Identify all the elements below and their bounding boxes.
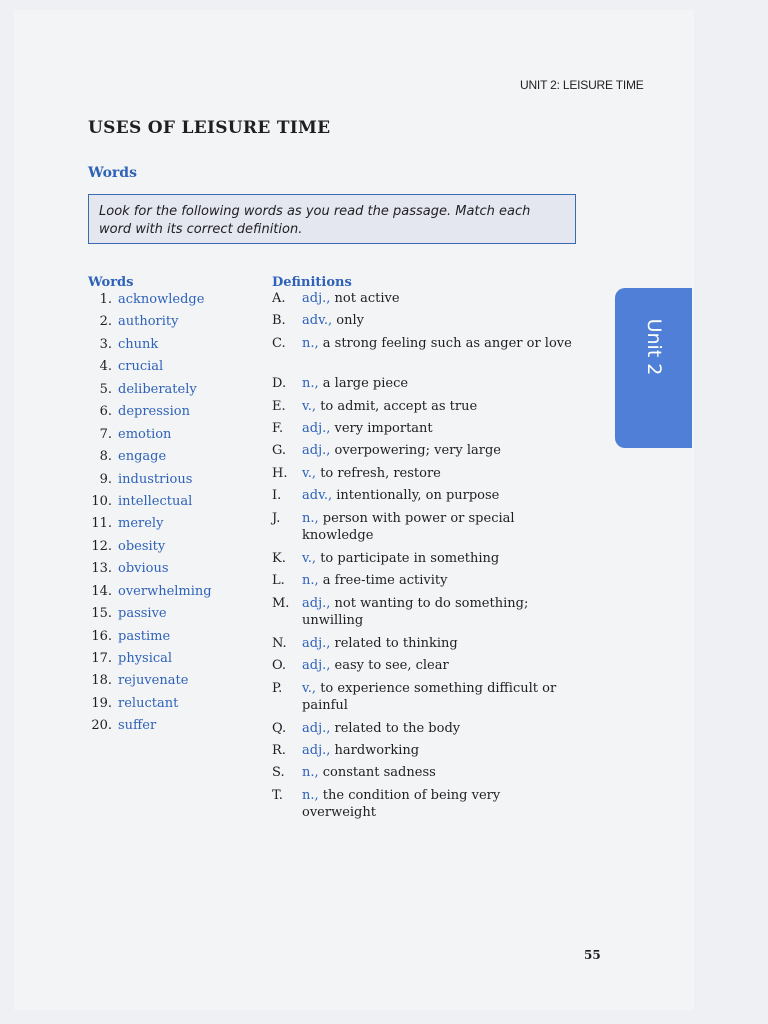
definition-letter: E. [272, 399, 286, 414]
word-number: 8. [99, 449, 112, 465]
definition-text [302, 420, 572, 437]
word-item [82, 694, 212, 716]
definition-item [272, 550, 572, 567]
part-of-speech: n., [302, 376, 319, 391]
definition-text [302, 487, 572, 504]
definition-meaning: to participate in something [316, 551, 500, 566]
definition-meaning: not active [330, 291, 400, 306]
part-of-speech: adj., [302, 421, 331, 436]
word-number: 12. [91, 538, 112, 554]
definition-text [302, 787, 572, 821]
running-header: UNIT 2: LEISURE TIME [520, 78, 644, 92]
definition-letter: T. [272, 788, 283, 803]
part-of-speech: v., [302, 551, 317, 566]
definition-meaning: a strong feeling such as anger or love [318, 336, 572, 351]
definition-meaning: person with power or special knowledge [302, 511, 515, 543]
definition-meaning: overpowering; very large [330, 443, 501, 458]
definition-letter: K. [272, 551, 286, 566]
definition-text [302, 290, 572, 307]
definition-text [302, 635, 572, 652]
definition-text [302, 742, 572, 759]
word-number: 1. [99, 292, 112, 307]
definition-letter: L. [272, 573, 285, 588]
part-of-speech: adj., [302, 658, 331, 673]
word-number: 4. [99, 359, 112, 375]
part-of-speech: adj., [302, 743, 331, 758]
definition-item [272, 787, 572, 821]
word-item [82, 627, 212, 649]
word-number: 16. [91, 628, 112, 644]
word-term: authority [118, 314, 179, 330]
word-number: 10. [91, 493, 112, 509]
definition-letter: I. [272, 488, 282, 503]
definition-item [272, 720, 572, 737]
definition-meaning: hardworking [330, 743, 420, 758]
words-column-heading: Words [88, 275, 134, 290]
definition-meaning: to admit, accept as true [316, 399, 478, 414]
definition-text [302, 680, 572, 714]
word-item [82, 604, 212, 626]
word-item [82, 447, 212, 469]
definition-item [272, 510, 572, 544]
word-term: crucial [118, 359, 164, 375]
part-of-speech: adj., [302, 596, 331, 611]
word-item [82, 514, 212, 536]
definition-letter: M. [272, 596, 290, 611]
definition-letter: N. [272, 636, 287, 651]
definition-letter: F. [272, 421, 284, 436]
definition-item [272, 375, 572, 392]
word-item [82, 716, 212, 738]
word-term: deliberately [118, 381, 197, 397]
word-number: 20. [91, 718, 112, 734]
word-term: intellectual [118, 493, 193, 509]
word-number: 9. [99, 471, 112, 487]
part-of-speech: n., [302, 573, 319, 588]
part-of-speech: adj., [302, 443, 331, 458]
definition-text [302, 335, 572, 352]
word-item [82, 357, 212, 379]
definition-text [302, 312, 572, 329]
definition-item [272, 290, 572, 307]
definition-letter: A. [272, 291, 286, 306]
word-number: 19. [91, 695, 112, 711]
definition-meaning: related to thinking [330, 636, 458, 651]
definition-letter: B. [272, 313, 286, 328]
definition-letter: S. [272, 765, 285, 780]
word-number: 13. [91, 561, 112, 577]
word-list [82, 290, 212, 739]
word-term: obesity [118, 538, 166, 554]
definition-letter: C. [272, 336, 286, 351]
definition-meaning: a large piece [318, 376, 409, 391]
definition-item [272, 335, 572, 352]
page-number: 55 [584, 948, 601, 962]
definition-text [302, 657, 572, 674]
word-number: 7. [99, 426, 112, 442]
definition-item [272, 572, 572, 589]
word-term: suffer [118, 718, 157, 734]
word-term: pastime [118, 628, 171, 644]
definition-letter: P. [272, 681, 283, 696]
unit-side-tab [615, 288, 692, 448]
instructions-box: Look for the following words as you read the passage. Match each word with its correct definition. [88, 194, 576, 244]
word-term: industrious [118, 471, 193, 487]
word-item [82, 290, 212, 312]
word-term: obvious [118, 561, 169, 577]
definition-meaning: not wanting to do something; unwilling [302, 596, 529, 628]
word-item [82, 582, 212, 604]
definition-item [272, 442, 572, 459]
word-number: 18. [91, 673, 112, 689]
word-number: 3. [99, 336, 112, 352]
definition-letter: H. [272, 466, 288, 481]
word-item [82, 649, 212, 671]
word-number: 6. [99, 404, 112, 420]
definition-text [302, 595, 572, 629]
definition-meaning: the condition of being very overweight [302, 788, 501, 820]
part-of-speech: adj., [302, 291, 331, 306]
definition-item [272, 312, 572, 329]
definition-letter: D. [272, 376, 287, 391]
word-item [82, 312, 212, 334]
word-term: rejuvenate [118, 673, 189, 689]
definition-item [272, 657, 572, 674]
definition-text [302, 442, 572, 459]
definition-item [272, 742, 572, 759]
part-of-speech: adv., [302, 313, 333, 328]
word-term: depression [118, 404, 190, 420]
word-number: 11. [91, 516, 112, 532]
word-term: passive [118, 606, 167, 622]
definition-letter: J. [272, 511, 281, 526]
word-term: physical [118, 651, 173, 666]
unit-tab-label: Unit 2 [643, 318, 665, 376]
part-of-speech: adj., [302, 721, 331, 736]
part-of-speech: n., [302, 765, 319, 780]
part-of-speech: adj., [302, 636, 331, 651]
definition-meaning: very important [330, 421, 433, 436]
word-term: reluctant [118, 695, 179, 711]
word-item [82, 380, 212, 402]
word-number: 15. [91, 606, 112, 622]
definition-meaning: constant sadness [318, 765, 436, 780]
definition-text [302, 720, 572, 737]
definition-text [302, 510, 572, 544]
word-number: 2. [99, 314, 112, 330]
word-term: overwhelming [118, 583, 212, 599]
definition-text [302, 375, 572, 392]
word-item [82, 335, 212, 357]
part-of-speech: n., [302, 511, 319, 526]
word-term: engage [118, 449, 167, 465]
word-item [82, 402, 212, 424]
definition-meaning: easy to see, clear [330, 658, 449, 673]
part-of-speech: v., [302, 466, 317, 481]
word-item [82, 559, 212, 581]
definition-item [272, 635, 572, 652]
definition-meaning: intentionally, on purpose [332, 488, 500, 503]
part-of-speech: adv., [302, 488, 333, 503]
definition-text [302, 398, 572, 415]
definition-letter: Q. [272, 721, 287, 736]
word-item [82, 470, 212, 492]
definition-item [272, 420, 572, 437]
definition-item [272, 465, 572, 482]
definition-meaning: to refresh, restore [316, 466, 441, 481]
definition-item [272, 764, 572, 781]
definition-text [302, 550, 572, 567]
word-term: acknowledge [118, 292, 205, 307]
definition-text [302, 465, 572, 482]
definition-meaning: related to the body [330, 721, 461, 736]
definition-meaning: only [332, 313, 364, 328]
word-item [82, 425, 212, 447]
definition-item [272, 680, 572, 714]
word-item [82, 537, 212, 559]
part-of-speech: v., [302, 681, 317, 696]
definition-meaning: to experience something difficult or painful [302, 681, 557, 713]
definition-text [302, 764, 572, 781]
part-of-speech: v., [302, 399, 317, 414]
definitions-column-heading: Definitions [272, 275, 352, 290]
word-term: chunk [118, 336, 159, 352]
definition-meaning: a free-time activity [318, 573, 448, 588]
part-of-speech: n., [302, 336, 319, 351]
word-number: 17. [91, 651, 112, 666]
definition-text [302, 572, 572, 589]
word-item [82, 671, 212, 693]
definition-letter: O. [272, 658, 287, 673]
definition-item [272, 595, 572, 629]
word-number: 14. [91, 583, 112, 599]
word-term: merely [118, 516, 164, 532]
page-title: USES OF LEISURE TIME [88, 118, 331, 138]
word-item [82, 492, 212, 514]
part-of-speech: n., [302, 788, 319, 803]
section-heading: Words [88, 165, 137, 181]
definition-letter: R. [272, 743, 286, 758]
word-term: emotion [118, 426, 172, 442]
definition-item [272, 398, 572, 415]
word-number: 5. [99, 381, 112, 397]
definition-letter: G. [272, 443, 287, 458]
definition-item [272, 487, 572, 504]
